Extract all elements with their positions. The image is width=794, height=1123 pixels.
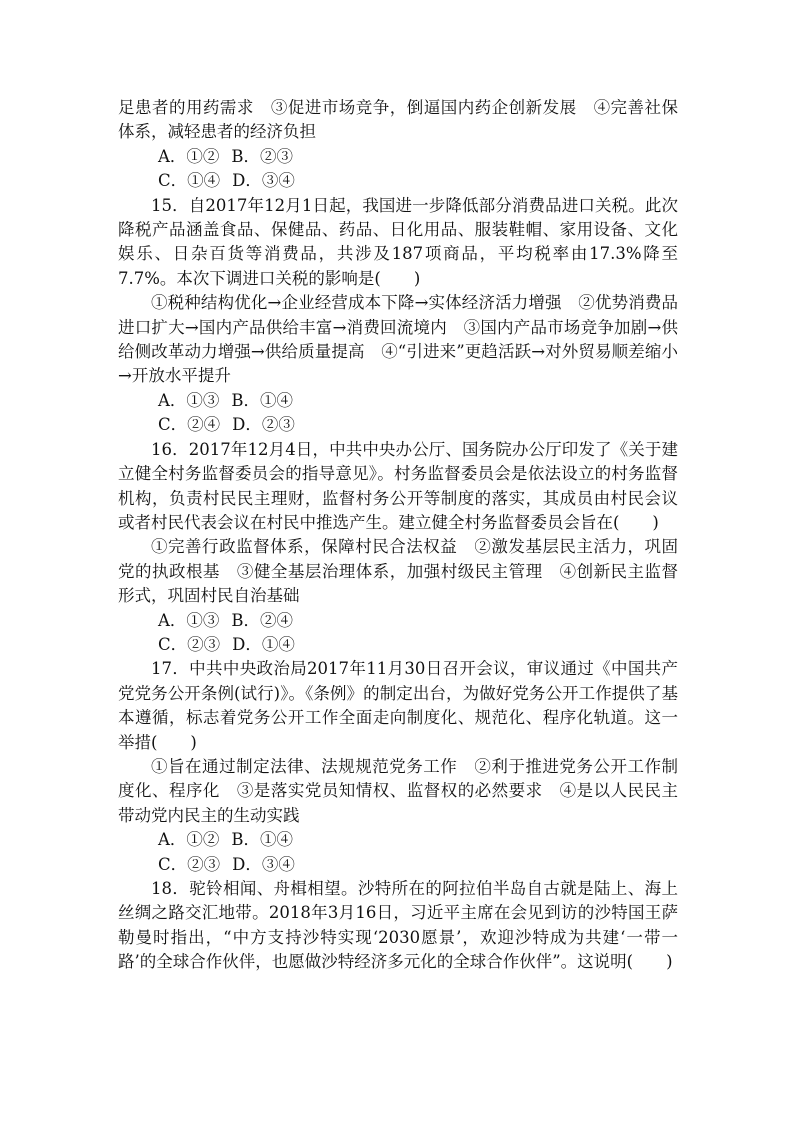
options-row [118, 853, 678, 877]
options-row [118, 828, 678, 852]
option-b: B．②③ [231, 146, 294, 166]
options-row [118, 413, 678, 437]
question-15-choices: ①税种结构优化→企业经营成本下降→实体经济活力增强 ②优势消费品进口扩大→国内产品供给丰富→消费回流境内 ③国内产品市场竞争加剧→供给侧改革动力增强→供给质量提高 ④“引进来”更趋活跃→对外贸易顺差缩小→开放水平提升 [118, 293, 678, 386]
option-b: B．①④ [231, 390, 294, 410]
option-b: B．②④ [231, 610, 294, 630]
options-row [118, 145, 678, 169]
option-c: C．②③ [158, 854, 221, 874]
question-16-stem: 16．2017年12月4日，中共中央办公厅、国务院办公厅印发了《关于建立健全村务监督委员会的指导意见》。村务监督委员会是依法设立的村务监督机构，负责村民民主理财，监督村务公开等制度的落实，其成员由村民会议或者村民代表会议在村民中推选产生。建立健全村务监督委员会旨在( ) [118, 439, 678, 532]
option-a: A．①② [158, 146, 220, 166]
option-c: C．②④ [158, 415, 221, 435]
option-a: A．①③ [158, 390, 220, 410]
exam-page [118, 96, 678, 975]
question-17-stem: 17．中共中央政治局2017年11月30日召开会议，审议通过《中国共产党党务公开条例(试行)》。《条例》的制定出台，为做好党务公开工作提供了基本遵循，标志着党务公开工作全面走向制度化、规范化、程序化轨道。这一举措( ) [118, 659, 678, 752]
option-d: D．②③ [232, 415, 295, 435]
options-row [118, 609, 678, 633]
question-16-choices: ①完善行政监督体系，保障村民合法权益 ②激发基层民主活力，巩固党的执政根基 ③健全基层治理体系，加强村级民主管理 ④创新民主监督形式，巩固村民自治基础 [118, 537, 678, 606]
question-18-stem: 18．驼铃相闻、舟楫相望。沙特所在的阿拉伯半岛自古就是陆上、海上丝绸之路交汇地带。2018年3月16日，习近平主席在会见到访的沙特国王萨勒曼时指出，“中方支持沙特实现‘2030愿景’，欢迎沙特成为共建‘一带一路’的全球合作伙伴，也愿做沙特经济多元化的全球合作伙伴”。这说明( ) [118, 879, 678, 972]
question-17-choices: ①旨在通过制定法律、法规规范党务工作 ②利于推进党务公开工作制度化、程序化 ③是落实党员知情权、监督权的必然要求 ④是以人民民主带动党内民主的生动实践 [118, 756, 678, 825]
options-row [118, 389, 678, 413]
option-b: B．①④ [231, 830, 294, 850]
options-row [118, 169, 678, 193]
option-c: C．①④ [158, 171, 221, 191]
option-d: D．③④ [232, 854, 295, 874]
option-d: D．③④ [232, 171, 295, 191]
option-a: A．①② [158, 830, 220, 850]
options-row [118, 633, 678, 657]
question-15-stem: 15．自2017年12月1日起，我国进一步降低部分消费品进口关税。此次降税产品涵盖食品、保健品、药品、日化用品、服装鞋帽、家用设备、文化娱乐、日杂百货等消费品，共涉及187项商品，平均税率由17.3%降至7.7%。本次下调进口关税的影响是( ) [118, 195, 678, 288]
option-d: D．①④ [232, 634, 295, 654]
option-c: C．②③ [158, 634, 221, 654]
option-a: A．①③ [158, 610, 220, 630]
continued-choices: 足患者的用药需求 ③促进市场竞争，倒逼国内药企创新发展 ④完善社保体系，减轻患者的经济负担 [118, 98, 678, 142]
